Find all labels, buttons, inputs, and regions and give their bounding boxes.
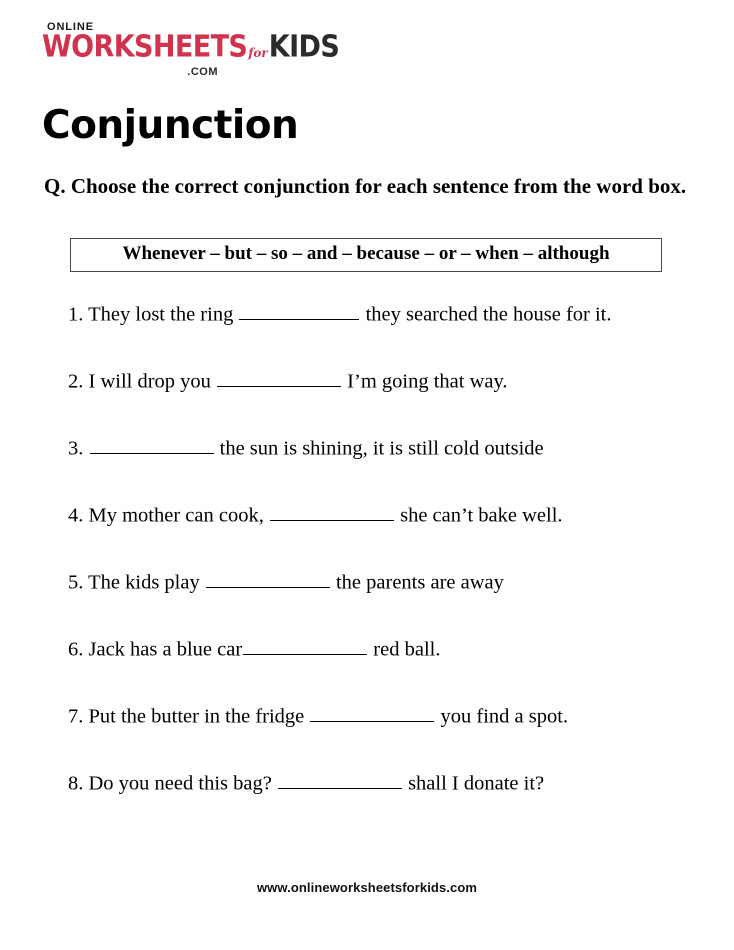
answer-blank[interactable] — [90, 434, 214, 454]
question-row-6 — [68, 635, 708, 702]
page-title: Conjunction — [42, 103, 299, 148]
answer-blank[interactable] — [270, 501, 394, 521]
question-text-after: the parents are away — [335, 571, 504, 594]
question-number: 3. — [68, 437, 84, 460]
question-number: 1. — [68, 303, 84, 326]
word-bank-box: Whenever – but – so – and – because – or – when – although — [70, 238, 662, 272]
question-text-before: The kids play — [88, 571, 200, 594]
question-number: 7. — [68, 705, 84, 728]
question-row-2 — [68, 367, 708, 434]
logo-com-text: .COM — [187, 66, 218, 78]
question-text-before: They lost the ring — [88, 303, 234, 326]
question-text-after: I’m going that way. — [347, 370, 508, 393]
answer-blank[interactable] — [310, 702, 434, 722]
question-text-after: you find a spot. — [440, 705, 569, 728]
question-number: 5. — [68, 571, 84, 594]
question-text-before: My mother can cook, — [88, 504, 264, 527]
question-text-after: she can’t bake well. — [400, 504, 563, 527]
answer-blank[interactable] — [278, 769, 402, 789]
question-row-1 — [68, 300, 708, 367]
logo-worksheets-text: WORKSHEETS — [42, 29, 248, 65]
logo-for-text: for — [248, 46, 268, 60]
question-number: 2. — [68, 370, 84, 393]
question-row-5 — [68, 568, 708, 635]
question-text-after: shall I donate it? — [408, 772, 545, 795]
question-number: 6. — [68, 638, 84, 661]
question-text-after: they searched the house for it. — [365, 303, 612, 326]
question-text-after: the sun is shining, it is still cold outside — [219, 437, 544, 460]
question-text-before: I will drop you — [88, 370, 211, 393]
question-text-before: Put the butter in the fridge — [88, 705, 305, 728]
question-row-8 — [68, 769, 708, 836]
answer-blank[interactable] — [217, 367, 341, 387]
question-list — [68, 300, 708, 836]
question-number: 4. — [68, 504, 84, 527]
answer-blank[interactable] — [243, 635, 367, 655]
question-row-4 — [68, 501, 708, 568]
question-number: 8. — [68, 772, 84, 795]
question-text-before: Do you need this bag? — [88, 772, 272, 795]
logo-kids-text: KIDS — [268, 29, 340, 65]
answer-blank[interactable] — [239, 300, 359, 320]
logo-online-text: ONLINE — [47, 21, 94, 33]
site-logo — [42, 21, 340, 90]
footer-url: www.onlineworksheetsforkids.com — [256, 880, 478, 895]
answer-blank[interactable] — [206, 568, 330, 588]
instruction-text: Q. Choose the correct conjunction for each sentence from the word box. — [44, 174, 687, 198]
question-text-after: red ball. — [373, 638, 441, 661]
question-row-7 — [68, 702, 708, 769]
question-row-3 — [68, 434, 708, 501]
logo-wordmark — [42, 29, 340, 65]
question-text-before: Jack has a blue car — [88, 638, 243, 661]
